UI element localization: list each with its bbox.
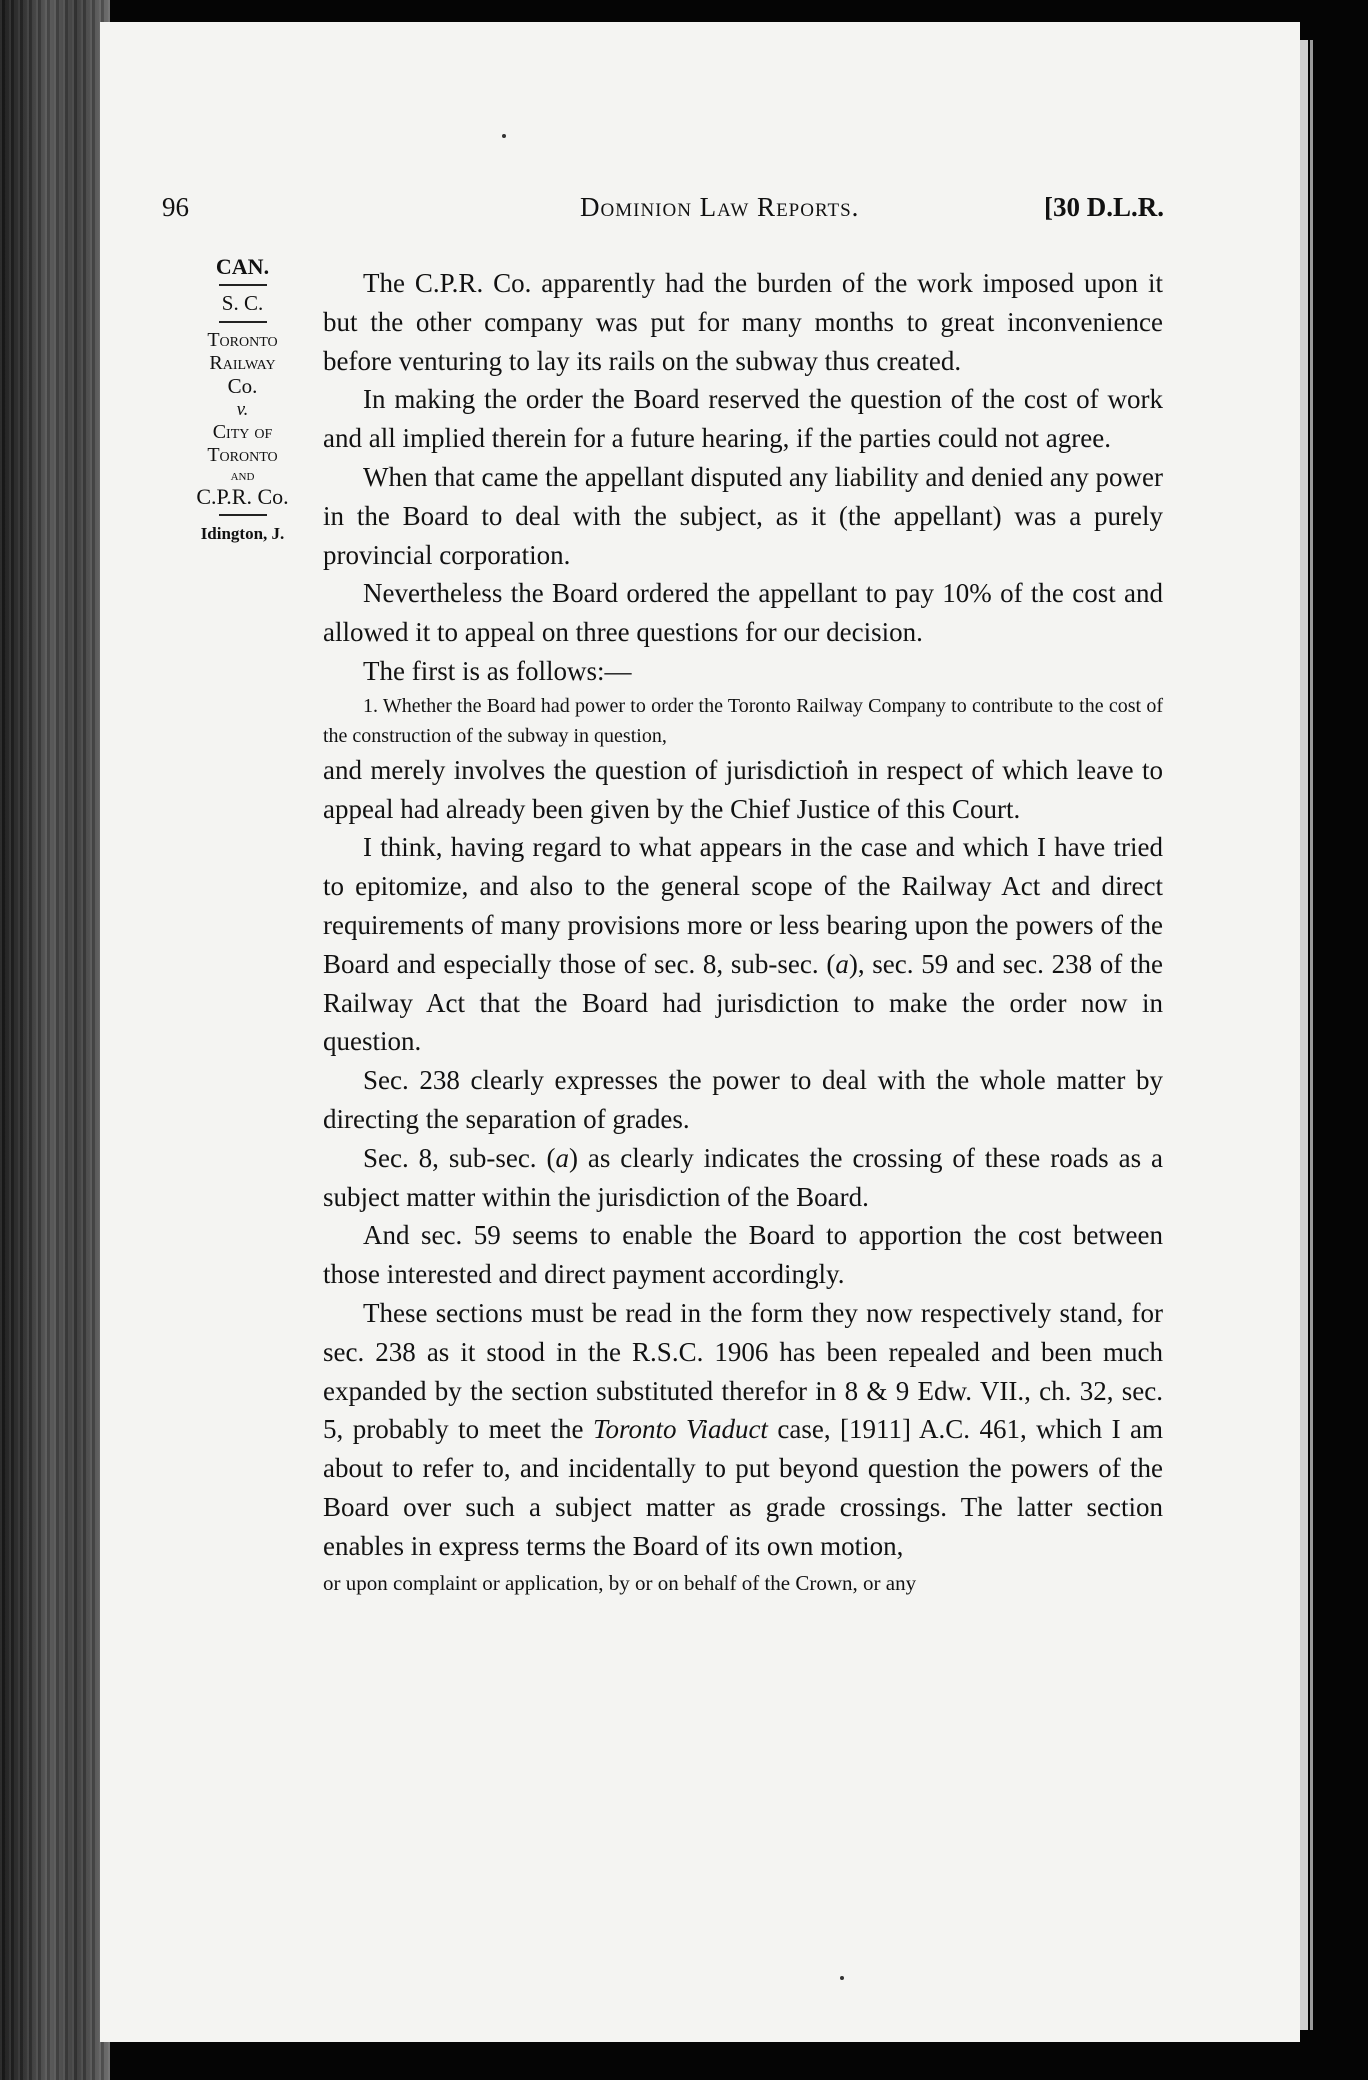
margin-party2-line2: Toronto bbox=[207, 444, 278, 466]
margin-party2-line3: C.P.R. Co. bbox=[196, 484, 289, 509]
text-run: I think, having regard to what appears in the case and which I have tried to epitomize, and also to the general scope of the Railway Act and direct requirements of many provisions more or less bearing upon the powers of the Board and especially those of sec. 8, sub-sec. ( bbox=[323, 832, 1163, 979]
quoted-statute: or upon complaint or application, by or on behalf of the Crown, or any bbox=[323, 1570, 917, 1595]
volume-reference: [30 D.L.R. bbox=[1044, 192, 1164, 222]
running-title: Dominion Law Reports. bbox=[580, 192, 860, 222]
margin-party1-line1: Toronto bbox=[207, 329, 278, 351]
print-speck bbox=[840, 1976, 844, 1980]
margin-party1-line3: Co. bbox=[227, 374, 258, 398]
margin-rule bbox=[219, 514, 267, 516]
print-speck bbox=[502, 134, 506, 138]
margin-party2-line1: City of bbox=[212, 421, 273, 443]
paragraph bbox=[323, 1294, 1163, 1566]
text-run-italic: a bbox=[555, 1142, 569, 1173]
running-header bbox=[162, 192, 1162, 232]
paragraph bbox=[323, 828, 1163, 1061]
margin-rule bbox=[219, 321, 267, 323]
text-run: ), sec. 59 and sec. 238 of the Railway Act that the Board had jurisdiction to make the order now in question. bbox=[323, 948, 1163, 1057]
quoted-question: 1. Whether the Board had power to order the Toronto Railway Company to contribute to the cost of the construction of the subway in question, bbox=[323, 694, 1163, 747]
margin-court: CAN. bbox=[215, 254, 270, 279]
paragraph: and merely involves the question of jurisdiction in respect of which leave to appeal had already been given by the Chief Justice of this Court. bbox=[323, 754, 1163, 824]
margin-rule bbox=[219, 284, 267, 286]
margin-note bbox=[165, 255, 320, 545]
paragraph: Sec. 238 clearly expresses the power to deal with the whole matter by directing the separation of grades. bbox=[323, 1065, 1163, 1134]
text-run-italic: a bbox=[835, 948, 849, 979]
page-right-edge bbox=[1300, 40, 1308, 2030]
margin-versus: v. bbox=[236, 399, 249, 420]
paragraph: The first is as follows:— bbox=[363, 655, 632, 686]
paragraph bbox=[323, 1139, 1163, 1217]
text-run: ) as clearly indicates the crossing of these roads as a subject matter within the jurisdiction of the Board. bbox=[323, 1142, 1163, 1212]
page-number: 96 bbox=[162, 192, 189, 222]
paragraph: When that came the appellant disputed any liability and denied any power in the Board to deal with the subject, as it (the appellant) was a purely provincial corporation. bbox=[323, 461, 1163, 570]
paragraph: In making the order the Board reserved the question of the cost of work and all implied therein for a future hearing, if the parties could not agree. bbox=[323, 384, 1163, 454]
text-run-italic: Toronto Viaduct bbox=[592, 1414, 768, 1445]
margin-party1-line2: Railway bbox=[209, 352, 276, 374]
margin-judge: Idington, J. bbox=[200, 524, 285, 543]
margin-division: S. C. bbox=[221, 291, 264, 315]
text-run: These sections must be read in the form they now respectively stand, for sec. 238 as it stood in the R.S.C. 1906 has been repealed and been much expanded by the section substituted therefor in 8 & 9 Edw. VII., ch. 32, sec. 5, probably to meet the bbox=[323, 1297, 1163, 1445]
paragraph: Nevertheless the Board ordered the appellant to pay 10% of the cost and allowed it to appeal on three questions for our decision. bbox=[323, 578, 1163, 648]
text-run: case, [1911] A.C. 461, which I am about to refer to, and incidentally to put beyond question the powers of the Board over such a subject matter as grade crossings. The latter section enables in express terms the Board of its own motion, bbox=[323, 1414, 1164, 1561]
paragraph: The C.P.R. Co. apparently had the burden of the work imposed upon it but the other company was put for many months to great inconvenience before venturing to lay its rails on the subway thus created. bbox=[323, 268, 1163, 376]
text-run: Sec. 8, sub-sec. ( bbox=[363, 1142, 556, 1173]
page-right-edge-line bbox=[1310, 40, 1313, 2030]
margin-party2-and: and bbox=[230, 468, 255, 484]
book-spine-texture bbox=[0, 0, 110, 2080]
body-text bbox=[323, 264, 1163, 1598]
paragraph: And sec. 59 seems to enable the Board to apportion the cost between those interested and direct payment accordingly. bbox=[323, 1220, 1163, 1290]
